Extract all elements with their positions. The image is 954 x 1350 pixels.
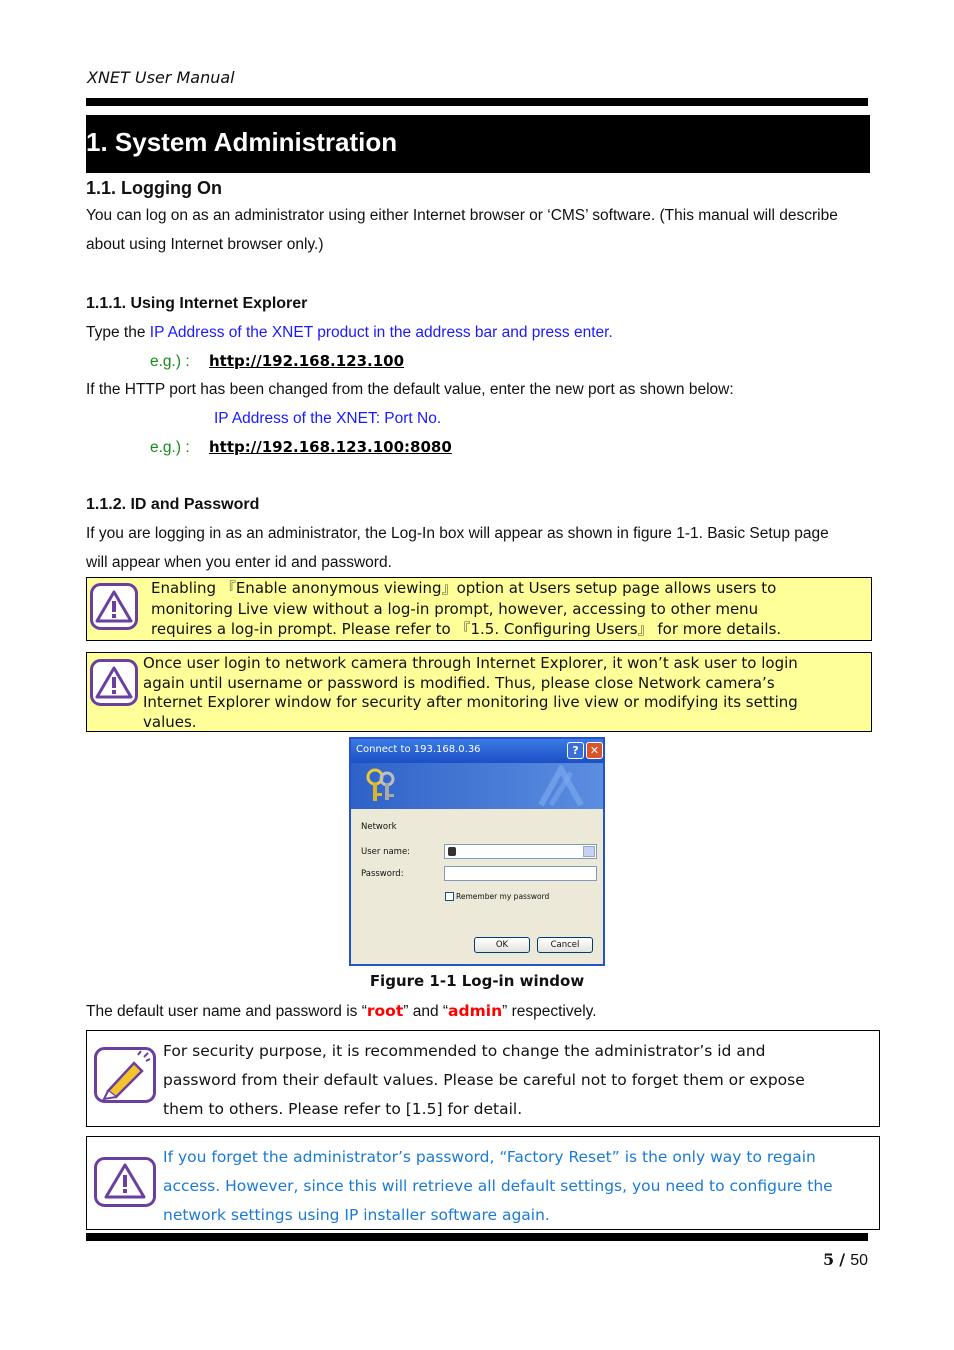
username-label: User name: xyxy=(361,847,411,857)
note-text xyxy=(143,654,863,732)
bottom-rule xyxy=(86,1233,868,1241)
instruction-highlight: IP Address of the XNET product in the address bar and press enter. xyxy=(149,324,613,341)
section-paragraph xyxy=(86,519,868,577)
note-line: Internet Explorer window for security after monitoring live view or modifying its setting xyxy=(143,693,798,711)
chapter-title: 1. System Administration xyxy=(86,127,398,157)
warning-icon xyxy=(94,1157,156,1207)
page-separator: / xyxy=(839,1250,846,1269)
paragraph-line: about using Internet browser only.) xyxy=(86,236,324,253)
example-url-link[interactable]: http://192.168.123.100 xyxy=(209,352,405,370)
warning-line: network settings using IP installer software again. xyxy=(163,1206,550,1224)
default-credentials xyxy=(86,997,597,1026)
example-label: e.g.) : xyxy=(150,439,190,456)
keys-icon xyxy=(363,767,399,805)
warning-note-factory-reset xyxy=(86,1136,880,1230)
default-username: root xyxy=(366,1002,404,1020)
warning-line: If you forget the administrator’s password, “Factory Reset” is the only way to regain xyxy=(163,1148,816,1166)
port-instruction: If the HTTP port has been changed from the default value, enter the new port as shown below: xyxy=(86,381,734,398)
password-field[interactable] xyxy=(444,866,597,881)
close-button[interactable]: ✕ xyxy=(586,742,603,759)
paragraph-line: You can log on as an administrator using either Internet browser or ‘CMS’ software. (This manual will describe xyxy=(86,207,838,224)
current-page: 5 xyxy=(823,1250,835,1269)
dialog-banner xyxy=(351,763,603,809)
login-dialog-screenshot xyxy=(349,737,605,966)
tip-line: password from their default values. Please be careful not to forget them or expose xyxy=(163,1071,805,1089)
note-line: Once user login to network camera through Internet Explorer, it won’t ask user to login xyxy=(143,654,798,672)
pencil-tip-icon xyxy=(94,1047,156,1103)
section-heading-using-ie: 1.1.1. Using Internet Explorer xyxy=(86,295,308,312)
credentials-mid: ” and “ xyxy=(403,1003,449,1020)
banner-graphic-icon xyxy=(531,765,591,809)
warning-text xyxy=(163,1143,868,1230)
note-line: again until username or password is modified. Thus, please close Network camera’s xyxy=(143,673,775,692)
note-line: monitoring Live view without a log-in prompt, however, accessing to other menu xyxy=(151,599,759,618)
credentials-prefix: The default user name and password is “ xyxy=(86,1003,367,1020)
paragraph-line: If you are logging in as an administrator, the Log-In box will appear as shown in figure 1-1. Basic Setup page xyxy=(86,525,829,542)
tip-line: them to others. Please refer to [1.5] for detail. xyxy=(163,1100,523,1118)
warning-line: access. However, since this will retrieve all default settings, you need to configure the xyxy=(163,1177,833,1195)
section-heading-id-password: 1.1.2. ID and Password xyxy=(86,496,260,513)
port-format: IP Address of the XNET: Port No. xyxy=(214,410,442,427)
chevron-down-icon[interactable] xyxy=(583,846,595,857)
top-rule xyxy=(86,98,868,106)
tip-text xyxy=(163,1037,868,1124)
paragraph-line: will appear when you enter id and password. xyxy=(86,554,392,571)
example-label: e.g.) : xyxy=(150,353,190,370)
dialog-title: Connect to 193.168.0.36 xyxy=(356,744,481,755)
example-port-url-link[interactable]: http://192.168.123.100:8080 xyxy=(209,438,452,456)
note-line: requires a log-in prompt. Please refer to 『1.5. Configuring Users』 for more details. xyxy=(151,620,782,638)
ok-button[interactable]: OK xyxy=(474,937,530,953)
username-field[interactable] xyxy=(444,844,597,859)
remember-checkbox[interactable] xyxy=(445,892,454,901)
tip-line: For security purpose, it is recommended to change the administrator’s id and xyxy=(163,1042,766,1060)
page-number xyxy=(823,1250,868,1270)
warning-icon xyxy=(90,583,138,630)
note-text xyxy=(151,578,863,640)
user-icon xyxy=(448,847,456,856)
instruction-prefix: Type the xyxy=(86,324,150,341)
network-label: Network xyxy=(361,822,397,832)
tip-note-security xyxy=(86,1030,880,1127)
warning-note-anonymous xyxy=(86,577,872,641)
cancel-button[interactable]: Cancel xyxy=(537,937,593,953)
remember-label: Remember my password xyxy=(456,892,550,901)
warning-icon xyxy=(90,659,138,706)
section-heading-logging-on: 1.1. Logging On xyxy=(86,178,222,198)
dialog-titlebar xyxy=(351,739,603,763)
credentials-suffix: ” respectively. xyxy=(502,1003,597,1020)
document-header: XNET User Manual xyxy=(87,68,235,87)
password-label: Password: xyxy=(361,869,404,879)
total-pages: 50 xyxy=(850,1252,868,1269)
note-line: Enabling 『Enable anonymous viewing』option at Users setup page allows users to xyxy=(151,579,777,597)
figure-caption: Figure 1-1 Log-in window xyxy=(369,972,585,990)
help-button[interactable]: ? xyxy=(567,742,584,759)
default-password: admin xyxy=(448,1002,503,1020)
section-paragraph xyxy=(86,201,868,259)
type-instruction xyxy=(86,318,613,347)
note-line: values. xyxy=(143,712,197,731)
warning-note-login-cache xyxy=(86,652,872,732)
